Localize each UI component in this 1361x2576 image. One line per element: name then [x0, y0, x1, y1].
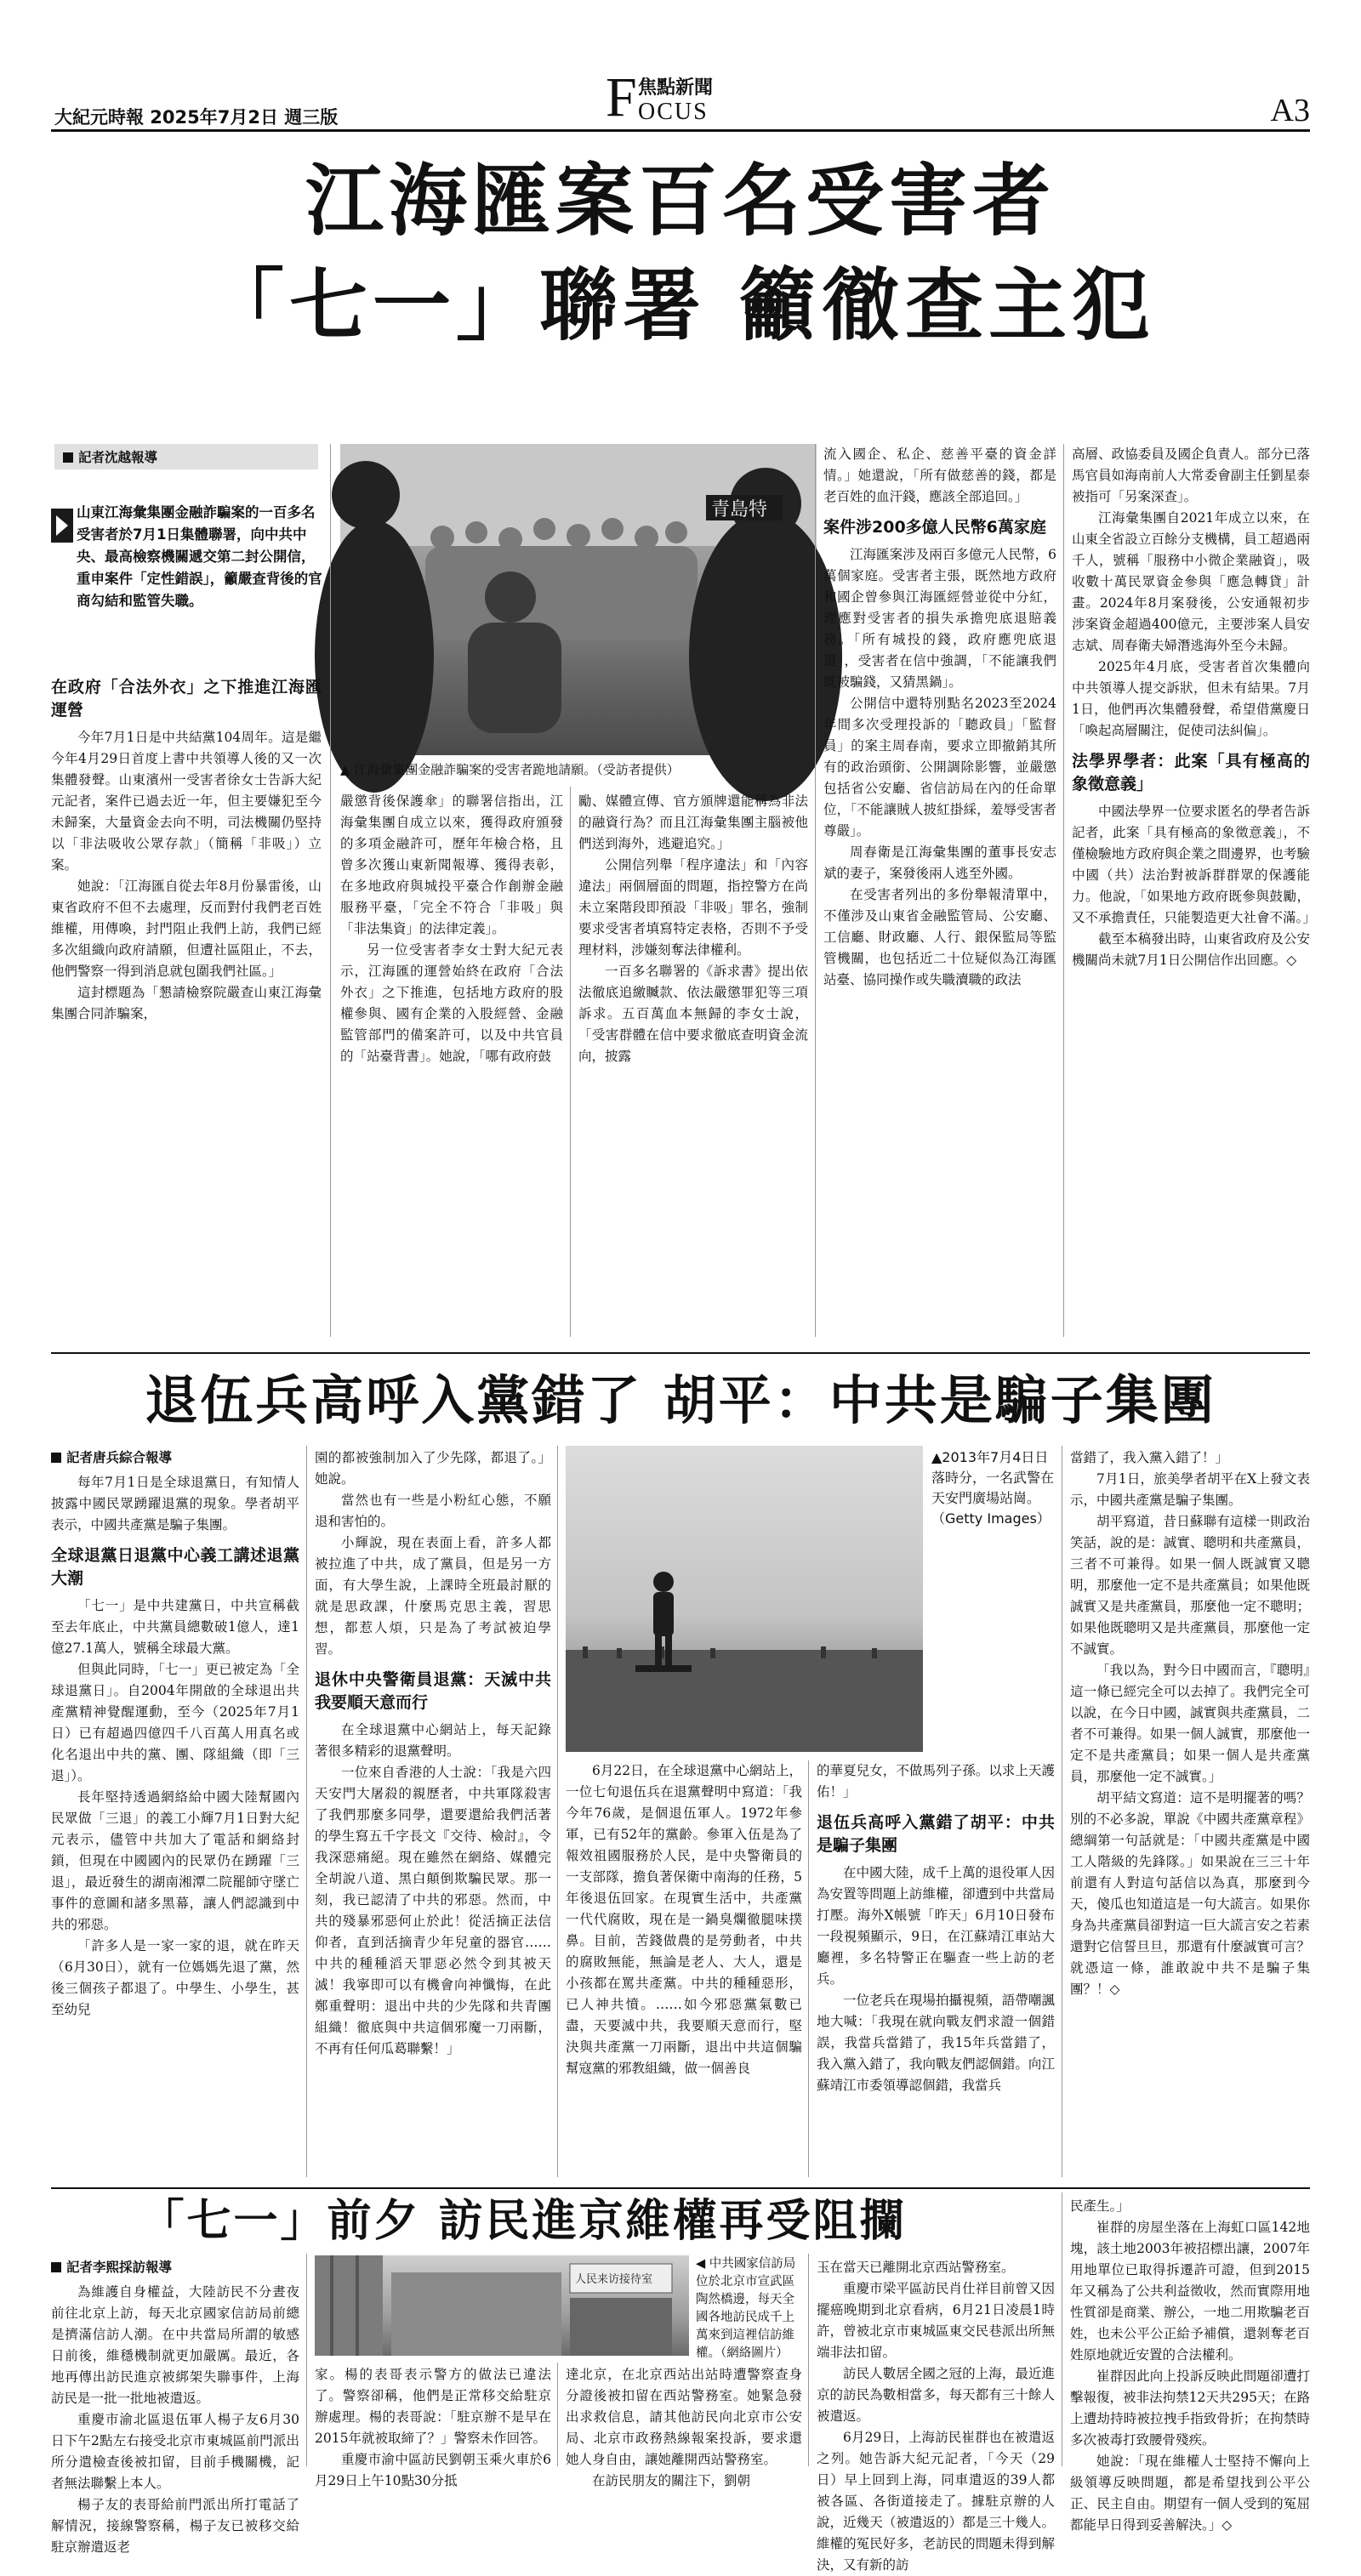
- story1-subhead-1: 在政府「合法外衣」之下推進江海匯運營: [51, 678, 322, 719]
- column-divider: [808, 1760, 809, 2177]
- story3-byline: [51, 2257, 299, 2278]
- story1-photo-caption: ▲ 江海彙集團金融詐騙案的受害者跪地請願。（受訪者提供）: [340, 762, 680, 777]
- paragraph: 今年7月1日是中共結黨104周年。這是繼今年4月29日首度上書中共領導人後的又一次集體發聲。山東濱州一受害者徐女士告訴大紀元記者，案件已過去近一年，但主要嫌犯至今未歸案，大量資金去向不明，司法機關仍堅持以「非法吸收公眾存款」（簡稱「非吸」）立案。: [51, 730, 322, 873]
- story3-column-5: [1070, 2196, 1310, 2533]
- paragraph: 小輝說，現在表面上看，許多人都被拉進了中共，成了黨員，但是另一方面，有大學生說，上課時全班最討厭的就是思政課，什麼馬克思主義，習思想，都惹人煩，只是為了考試被迫學習。: [315, 1535, 551, 1657]
- paragraph: 胡平結文寫道：這不是明擺著的嗎？別的不必多說，單說《中國共產黨章程》總綱第一句話就是：「中國共產黨是中國工人階級的先鋒隊。」如果說在三三十年前還有人對這句話信以為真，那麼到今天，傻瓜也知道這是一句大謊言。如果你身為共產黨員卻對這一巨大謊言安之若素還對它信誓旦旦，那還有什麼誠實可言？就憑這一條，誰敢說中共不是騙子集團？！◇: [1070, 1790, 1310, 1997]
- story1-lead-text: 山東江海彙集團金融詐騙案的一百多名受害者於7月1日集體聯署，向中共中央、最高檢察機關遞交第二封公開信，重申案件「定性錯誤」，籲嚴查背後的官商勾結和監管失職。: [77, 504, 322, 609]
- column-divider: [557, 2363, 558, 2466]
- paragraph: 訪民人數居全國之冠的上海，最近進京的訪民為數相當多，每天都有三十餘人被遣返。: [817, 2366, 1055, 2424]
- lead-arrow-icon: [51, 509, 73, 543]
- paragraph: 當然也有一些是小粉紅心態，不願退和害怕的。: [315, 1493, 551, 1529]
- paragraph: 她說：「現在維權人士堅持不懈向上級領導反映問題，都是希望找到公平公正、民主自由。期望有一個人受到的冤屈都能早日得到妥善解決。」◇: [1070, 2454, 1310, 2533]
- column-divider: [1063, 444, 1064, 1337]
- section-divider: [51, 1352, 1310, 1354]
- story1-headline-line1: 江海匯案百名受害者: [305, 156, 1056, 247]
- paragraph: 7月1日，旅美學者胡平在X上發文表示，中國共產黨是騙子集團。: [1070, 1471, 1310, 1508]
- story1-byline: [54, 444, 318, 469]
- office-sign-text: 人民来访接待室: [575, 2273, 653, 2286]
- paragraph: 勵、媒體宣傳、官方頒牌還能稱為非法的融資行為？而且江海彙集團主腦被他們送到海外，逃避追究。」: [578, 793, 808, 851]
- story2-subhead-2: 退休中央警衛員退黨：天滅中共 我要順天意而行: [315, 1670, 551, 1712]
- story2-subhead-3: 退伍兵高呼入黨錯了胡平：中共是騙子集團: [817, 1813, 1055, 1855]
- tiananmen-sunset-graphic: [566, 1446, 923, 1752]
- paragraph: 高層、政協委員及國企負責人。部分已落馬官員如海南前人大常委會副主任劉星泰被指可「另案深查」。: [1072, 446, 1310, 504]
- paragraph: 「許多人是一家一家的退，就在昨天（6月30日），就有一位媽媽先退了黨，然後三個孩子都退了。中學生、小學生，甚至幼兒: [51, 1938, 299, 2017]
- section-logo-en: OCUS: [638, 99, 709, 125]
- paragraph: 胡平寫道，昔日蘇聯有這樣一則政治笑話，說的是：誠實、聰明和共產黨員，三者不可兼得。如果一個人既誠實又聰明，那麼他一定不是共產黨員；如果他既誠實又是共產黨員，那麼他一定不聰明；如果他既聰明又是共產黨員，那麼他一定不誠實。: [1070, 1514, 1310, 1657]
- petition-scene-graphic: [340, 444, 817, 755]
- paragraph: 一百多名聯署的《訴求書》提出依法徹底追繳贓款、依法嚴懲罪犯等三項訴求。五百萬血本無歸的李女士說，「受害群體在信中要求徹底查明資金流向，披露: [578, 964, 808, 1064]
- paragraph: 截至本稿發出時，山東省政府及公安機關尚未就7月1日公開信作出回應。◇: [1072, 931, 1310, 968]
- section-logo: [606, 66, 759, 128]
- paragraph: 2025年4月底，受害者首次集體向中共領導人提交訴狀，但未有結果。7月1日，他們再次集體發聲，希望借黨慶日「喚起高層關注，促使司法糾偏」。: [1072, 659, 1310, 738]
- paragraph: 公開信列舉「程序違法」和「內容違法」兩個層面的問題，指控警方在尚未立案階段即預設「非吸」罪名，強制要求受害者填寫特定表格，否則不予受理材料，涉嫌刻奪法律權利。: [578, 857, 808, 958]
- paragraph: 這封標題為「懇請檢察院嚴查山東江海彙集團合同詐騙案，: [51, 985, 322, 1021]
- square-bullet-icon: [51, 2262, 61, 2272]
- story3-column-2: [315, 2364, 551, 2488]
- paragraph: 但與此同時，「七一」更已被定為「全球退黨日」。自2004年開啟的全球退出共產黨精神覺醒運動，至今（2025年7月1日）已有超過四億四千八百萬人用真名或化名退出中共的黨、團、隊組織（即「三退」）。: [51, 1662, 299, 1783]
- paragraph: 在受害者列出的多份舉報清單中，不僅涉及山東省金融監管局、公安廳、工信廳、財政廳、人行、銀保監局等監管機關，也包括近二十位疑似為江海匯站臺、協同操作或失職瀆職的政法: [823, 887, 1056, 987]
- story1-subhead-2: 案件涉200多億人民幣6萬家庭: [823, 518, 1046, 537]
- paragraph: 江海彙集團自2021年成立以來，在山東全省設立百餘分支機構，員工超過兩千人，號稱「服務中小微企業融資」，吸收數十萬民眾資金參與「應急轉貸」計畫。2024年8月案發後，公安通報初步涉案資金超過400億元，主要涉案人員安志斌、周春衛夫婦潛逃海外至今未歸。: [1072, 510, 1310, 653]
- paragraph: 在全球退黨中心網站上，每天記錄著很多精彩的退黨聲明。: [315, 1722, 551, 1759]
- paragraph: 在中國大陸，成千上萬的退役軍人因為安置等問題上訪維權，卻遭到中共當局打壓。海外X帳號「昨天」6月10日發布一段視頻顯示，9日，在江蘇靖江車站大廳裡，多名特警正在驅查一些上訪的老兵。: [817, 1865, 1055, 1987]
- section-logo-zh: 焦點新聞: [638, 77, 714, 99]
- paragraph: 「七一」是中共建黨日，中共宣稱截至去年底止，中共黨員總數破1億人，達1億27.1萬人，號稱全球最大黨。: [51, 1598, 299, 1656]
- story3-photo-caption: ◀ 中共國家信訪局位於北京市宣武區陶然橋邊，每天全國各地訪民成千上萬來到這裡信訪維權。（網絡圖片）: [696, 2257, 796, 2360]
- paragraph: 公開信中還特別點名2023至2024年間多次受理投訴的「聽政員」「監督員」的案主周春南，要求立即撤銷其所有的政治頭銜、公開調除影響，並嚴懲包括省公安廳、省信訪局在內的任命單位，「不能讓賊人披紅掛綵，羞辱受害者尊嚴」。: [823, 696, 1056, 839]
- paragraph: 她說：「江海匯自從去年8月份暴雷後，山東省政府不但不去處理，反而對付我們老百姓維權，用傳喚，封門阻止我們上訪，我們已經多次組織向政府請願，但遭社區阻止，不去，他們警察一得到消息就包圍我們社區。」: [51, 879, 322, 979]
- story3-byline-text: 記者李熙採訪報導: [66, 2260, 173, 2275]
- paragraph: 每年7月1日是全球退黨日，有知情人披露中國民眾踴躍退黨的現象。學者胡平表示，中國共產黨是騙子集團。: [51, 1475, 299, 1533]
- paragraph: 中國法學界一位要求匿名的學者告訴記者，此案「具有極高的象徵意義」，不僅檢驗地方政府與企業之間邊界，也考驗中國（共）法治對被訴群群眾的保護能力。他說，「如果地方政府既參與鼓勵，又不承擔責任，只能製造更大社會不滿。」: [1072, 804, 1316, 925]
- column-divider: [557, 1446, 558, 2177]
- paragraph: 達北京，在北京西站出站時遭警察查身分證後被扣留在西站警務室。她緊急發出求救信息，請其他訪民向北京市公安局、北京市政務熱線報案投訴，要求還她人身自由，讓她離開西站警務室。: [566, 2367, 802, 2467]
- square-bullet-icon: [63, 452, 73, 463]
- story3-column-4: [817, 2257, 1055, 2573]
- paragraph: 楊子友的表哥給前門派出所打電話了解情況，接線警察稱，楊子友已被移交給駐京辦遣返老: [51, 2497, 299, 2555]
- paragraph: 為維護自身權益，大陸訪民不分晝夜前往北京上訪，每天北京國家信訪局前總是擠滿信訪人潮。在中共當局所謂的敏感日前後，維穩機制就更加嚴厲。最近，各地再傳出訪民進京被綁架失聯事件，上海訪民是一批一批地被遣返。: [51, 2284, 299, 2406]
- page-number: A3: [1270, 93, 1310, 128]
- paragraph: 家。楊的表哥表示警方的做法已違法了。警察卻稱，他們是正常移交給駐京辦處理。楊的表哥說：「駐京辦不是早在2015年就被取締了？」警察未作回答。: [315, 2367, 551, 2446]
- story2-column-1: [51, 1447, 299, 2179]
- police-sign-text: 青島特: [711, 499, 768, 520]
- column-divider: [815, 444, 816, 1337]
- story2-photo-caption: ▲2013年7月4日日落時分，一名武警在天安門廣場站崗。（Getty Images）: [931, 1449, 1055, 1527]
- story2-photo: [566, 1446, 923, 1752]
- paper-name-date: 大紀元時報 2025年7月2日 週三版: [54, 107, 339, 128]
- column-divider: [306, 1446, 307, 2177]
- story1-lead-box: [51, 502, 323, 663]
- paragraph: 長年堅持透過網絡給中國大陸幫國內民眾做「三退」的義工小輝7月1日對大紀元表示，儘管中共加大了電話和網絡封鎖，但現在中國國內的民眾仍在踴躍「三退」，最近發生的湖南湘潭二院罷師守墜亡事件的意圖和諸多黑幕，讓人們認識到中共的邪惡。: [51, 1789, 299, 1932]
- story1-headline-line2: 「七一」聯署 籲徹查主犯: [205, 260, 1156, 351]
- paragraph: 一位老兵在現場拍攝視頻，語帶嘲諷地大喊：「我現在就向戰友們求證一個錯誤，我當兵當錯了，我15年兵當錯了，我入黨入錯了，我向戰友們認個錯。向江蘇靖江市委領導認個錯，我當兵: [817, 1993, 1055, 2093]
- story2-column-5: [1070, 1447, 1310, 2179]
- paragraph: 重慶市渝中區訪民劉朝玉乘火車於6月29日上午10點30分抵: [315, 2452, 551, 2488]
- page-header: [0, 0, 1361, 128]
- paragraph: 嚴懲背後保護傘」的聯署信指出，江海彙集團自成立以來，獲得政府頒發的多項金融許可，歷年年檢合格，且曾多次獲山東新聞報導、獲得表彰，在多地政府與城投平臺合作創辦金融服務平臺，「完全不符合「非吸」與「非法集資」的法律定義」。: [340, 793, 563, 936]
- paragraph: 在訪民朋友的關注下，劉朝: [592, 2473, 751, 2488]
- petition-office-graphic: [315, 2255, 689, 2356]
- story1-column-4: [823, 444, 1056, 1339]
- header-rule: [51, 129, 1310, 132]
- story2-column-2: [315, 1447, 551, 2179]
- story1-column-2: [340, 791, 563, 1339]
- paragraph: 流入國企、私企、慈善平臺的資金詳情。」她還說，「所有做慈善的錢，都是老百姓的血汗錢，應該全部追回。」: [823, 446, 1056, 504]
- paragraph: 民產生。」: [1070, 2198, 1130, 2214]
- paragraph: 江海匯案涉及兩百多億元人民幣，6萬個家庭。受害者主張，既然地方政府和國企曾參與江海匯經營並從中分紅，理應對受害者的損失承擔兜底退賠義務。「所有城投的錢，政府應兜底退還」，受害者在信中強調，「不能讓我們既被騙錢，又猜黑鍋」。: [823, 547, 1056, 690]
- column-divider: [306, 2254, 307, 2466]
- story2-byline-text: 記者唐兵綜合報導: [66, 1450, 173, 1465]
- paragraph: 園的都被強制加入了少先隊，都退了。」她說。: [315, 1450, 551, 1487]
- story1-column-5: [1072, 444, 1316, 1339]
- paragraph: 周春衛是江海彙集團的董事長安志斌的妻子，案發後兩人逃至外國。: [823, 844, 1056, 881]
- story3-photo: [315, 2255, 689, 2356]
- paragraph: 重慶市渝北區退伍軍人楊子友6月30日下午2點左右接受北京市東城區前門派出所分遣檢查後被扣留，目前手機關機，記者無法聯繫上本人。: [51, 2412, 299, 2491]
- paragraph: 玉在當天已離開北京西站警務室。: [817, 2260, 1015, 2275]
- story3-headline: 「七一」前夕 訪民進京維權再受阻攔: [140, 2196, 907, 2247]
- paragraph: 「我以為，對今日中國而言，『聰明』這一條已經完全可以去掉了。我們完全可以說，在今日中國，誠實與共產黨員，二者不可兼得。如果一個人誠實，那麼他一定不是共產黨員；如果一個人是共產黨員，那麼他一定不誠實。」: [1070, 1663, 1310, 1784]
- square-bullet-icon: [51, 1453, 61, 1463]
- paragraph: 重慶市梁平區訪民肖仕祥目前曾又因擺癌晚期到北京看病，6月21日凌晨1時許，曾被北京市東城區東交民巷派出所無端非法扣留。: [817, 2281, 1055, 2360]
- story2-headline: 退伍兵高呼入黨錯了 胡平：中共是騙子集團: [145, 1369, 1216, 1431]
- story2-byline: [51, 1447, 299, 1469]
- story3-column-1: [51, 2257, 299, 2555]
- story2-subhead-1: 全球退黨日退黨中心義工講述退黨大潮: [51, 1546, 299, 1588]
- column-divider: [570, 787, 571, 1337]
- story1-photo: [340, 444, 817, 755]
- paragraph: 崔群的房屋坐落在上海虹口區142地塊，該土地2003年被招標出讓，2007年用地單位已取得拆遷許可證，但到2015年又稱為了公共利益徵收，然而實際用地性質卻是商業、辦公，一地二用欺騙老百姓，也未公平公正給予補償，還剝奪老百姓原地就近安置的合法權利。: [1070, 2220, 1310, 2363]
- paragraph: 崔群因此向上投訴反映此問題卻遭打擊報復，被非法拘禁12天共295天；在路上遭劫持時被拉拽手指致骨折；在拘禁時多次被毒打致腰骨殘疾。: [1070, 2368, 1310, 2448]
- story1-column-1: [51, 668, 322, 1339]
- paragraph: 的華夏兒女，不做馬列子孫。以求上天護佑！」: [817, 1763, 1055, 1800]
- story1-byline-text: 記者沈越報導: [78, 450, 158, 465]
- paragraph: 另一位受害者李女士對大紀元表示，江海匯的運營始終在政府「合法外衣」之下推進，包括地方政府的股權參與、國有企業的入股經營、金融監管部門的備案許可，以及中共官員的「站臺背書」。她說，「哪有政府鼓: [340, 942, 563, 1064]
- section-logo-letter: F: [606, 66, 637, 128]
- story1-column-3: [578, 791, 808, 1339]
- paragraph: 6月29日，上海訪民崔群也在被遣返之列。她告訴大紀元記者，「今天（29日）早上回到上海，同車遣返的39人都被各區、各街道接走了。據駐京辦的人說，近幾天（被遣返的）都是三十幾人。維權的冤民好多，老訪民的問題未得到解決，又有新的訪: [817, 2430, 1055, 2573]
- paragraph: 6月22日，在全球退黨中心網站上，一位七旬退伍兵在退黨聲明中寫道：「我今年76歲，是個退伍軍人。1972年參軍，已有52年的黨齡。參軍入伍是為了報效祖國服務於人民，是中央警衛員的一支部隊，擔負著保衛中南海的任務，5年後退伍回家。在現實生活中，共產黨一代代腐敗，現在是一鍋臭爛徹腿味撲鼻。目前，苦錢做農的是勞動者，中共的腐敗無能，無論是老人、大人，還是小孩都在罵共產黨。中共的種種惡形，已人神共憤。……如今邪惡黨氣數已盡，天要滅中共，我要順天意而行，堅決與共產黨一刀兩斷，退出中共這個騙幫寇黨的邪教組織，做一個善良: [566, 1763, 802, 2076]
- column-divider: [330, 444, 331, 1337]
- story2-column-4: [817, 1760, 1055, 2179]
- paragraph: 當錯了，我入黨入錯了！」: [1070, 1450, 1229, 1465]
- paragraph: 一位來自香港的人士說：「我是六四天安門大屠殺的親歷者，中共軍隊殺害了我們那麼多同學，還要還給我們活著的學生寫五千字長文『交待、檢討』，令我深惡痛絕。現在雖然在網絡、媒體完全胡說八道、黑白顛倒欺騙民眾。那一刻，我已認清了中共的邪惡。然而，中共的殘暴邪惡何止於此！從活摘正法信仰者，直到活摘青少年兒童的器官……中共的種種滔天罪惡必然令到其被天滅！我寧即可以有機會向神懺悔，在此鄭重聲明：退出中共的少先隊和共青團組織！徹底與中共這個邪魔一刀兩斷，不再有任何瓜葛聯繫！」: [315, 1765, 551, 2056]
- story3-column-3: [566, 2364, 802, 2488]
- column-divider: [808, 2254, 809, 2466]
- story2-column-3: [566, 1760, 802, 2179]
- story1-subhead-3: 法學界學者：此案「具有極高的象徵意義」: [1072, 752, 1310, 793]
